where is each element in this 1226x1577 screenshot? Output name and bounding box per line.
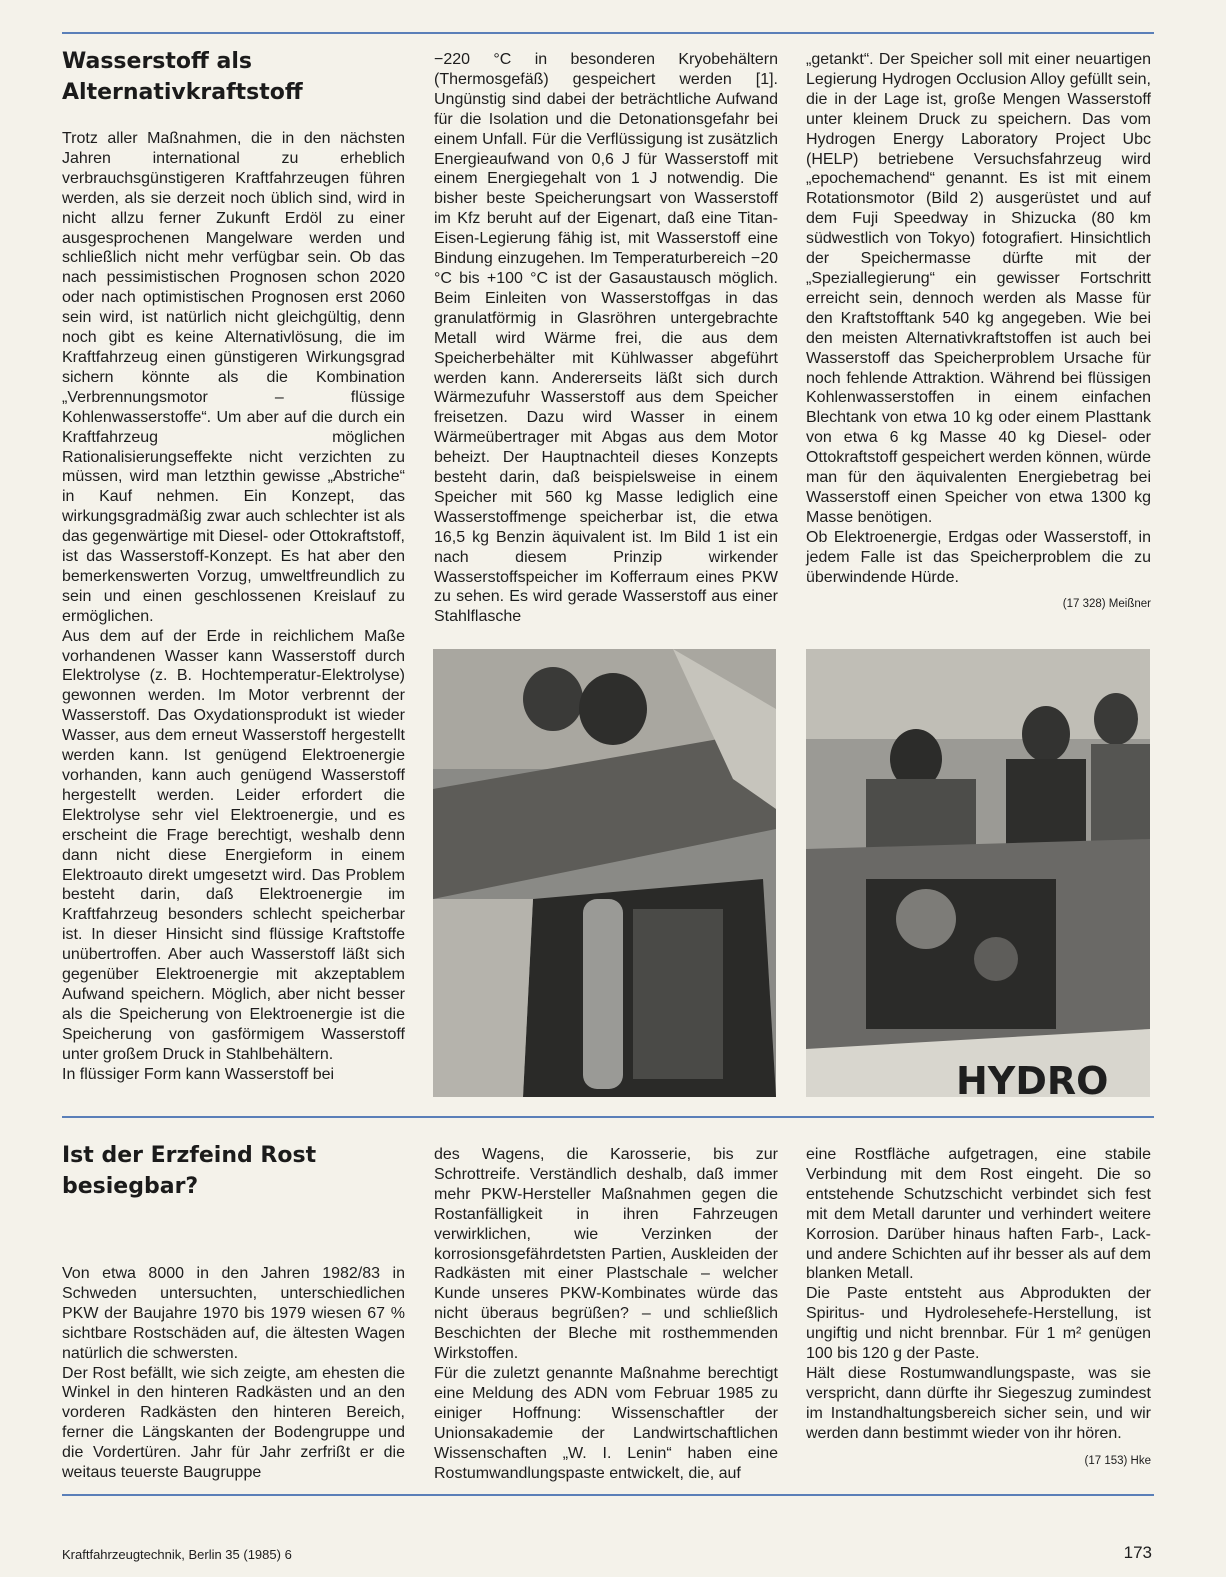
paragraph: Hält diese Rostumwandlungspaste, was sie verspricht, dann dürfte ihr Siegeszug zumindest im Instandhaltungsbereich sicher sein, und wir werden dann bestimmt wieder von ihr hören. xyxy=(806,1364,1151,1442)
article1-title xyxy=(62,46,303,108)
photo-trunk-hydrogen-storage xyxy=(433,649,776,1097)
article1-title-line1: Wasserstoff als xyxy=(62,49,252,74)
article2-column-1 xyxy=(62,1264,405,1483)
bottom-rule xyxy=(62,1494,1154,1496)
photo-hydrogen-car-engine xyxy=(806,649,1150,1097)
paragraph: Die Paste entsteht aus Abprodukten der Spiritus- und Hydrolesehefe-Herstellung, ist ungiftig und nicht brennbar. Für 1 m² genügen 100 bis 120 g der Paste. xyxy=(806,1285,1151,1363)
article2-title-line1: Ist der Erzfeind Rost xyxy=(62,1143,317,1168)
paragraph: eine Rostfläche aufgetragen, eine stabile Verbindung mit dem Rost eingeht. Die so entstehende Schutzschicht verbindet sich fest mit dem Metall darunter und verhindert weitere Korrosion. Darüber hinaus haften Farb-, Lack- und andere Schichten auf ihr besser als auf dem blanken Metall. xyxy=(806,1146,1151,1283)
paragraph: Trotz aller Maßnahmen, die in den nächsten Jahren international zu erheblich verbrauchsgünstigeren Kraftfahrzeugen führen werden, als sie derzeit noch üblich sind, wird in nicht allzu ferner Zukunft Erdöl zu einer ausgesprochenen Mangelware werden und schließlich nicht mehr verfügbar sein. Ob das nach pessimistischen Prognosen schon 2020 oder nach optimistischen Prognosen erst 2060 sein wird, ist natürlich nicht gleichgültig, denn noch gibt es keine Alternativlösung, die im Kraftfahrzeug einen günstigeren Wirkungsgrad sichern könnte als die Kombination „Verbrennungsmotor – flüssige Kohlenwasserstoffe“. Um aber auf die durch ein Kraftfahrzeug möglichen Rationalisierungseffekte nicht verzichten zu müssen, wird man letzthin gewisse „Abstriche“ in Kauf nehmen. Ein Konzept, das wirkungsgradmäßig zwar auch schlechter ist als das gegenwärtige mit Diesel- oder Ottokraftstoff, ist das Wasserstoff-Konzept. Es hat aber den bemerkenswerten Vorzug, umweltfreundlich zu sein und einen geschlossenen Kreislauf zu ermöglichen. xyxy=(62,130,405,625)
article2-title-line2: besiegbar? xyxy=(62,1174,199,1199)
paragraph: In flüssiger Form kann Wasserstoff bei xyxy=(62,1065,335,1083)
article2-signature: (17 153) Hke xyxy=(1084,1454,1151,1467)
car-lettering: HYDRO xyxy=(956,1059,1109,1097)
article1-signature: (17 328) Meißner xyxy=(1062,598,1151,611)
paragraph: Von etwa 8000 in den Jahren 1982/83 in Schweden untersuchten, unterschiedlichen PKW der Baujahre 1970 bis 1979 wiesen 67 % sichtbare Rostschäden auf, die ältesten Wagen natürlich die schwersten. xyxy=(62,1265,405,1362)
article2-title xyxy=(62,1140,316,1202)
page-number: 173 xyxy=(1123,1543,1152,1562)
paragraph: −220 °C in besonderen Kryobehältern (Thermosgefäß) gespeichert werden [1]. Ungünstig sind dabei der beträchtliche Aufwand für die Isolation und die Detonationsgefahr bei einem Unfall. Für die Verflüssigung ist zusätzlich Energieaufwand von 0,6 J für Wasserstoff mit einem Energiegehalt von 1 J notwendig. Die bisher beste Speicherungsart von Wasserstoff im Kfz beruht auf der Eigenart, daß eine Titan-Eisen-Legierung fähig ist, mit Wasserstoff eine Bindung einzugehen. Im Temperaturbereich −20 °C bis +100 °C ist der Gasaustausch möglich. Beim Einleiten von Wasserstoffgas in das granulatförmig in Glasröhren untergebrachte Metall wird Wärme frei, die aus dem Speicherbehälter mit Kühlwasser abgeführt werden kann. Andererseits läßt sich durch Wärmezufuhr Wasserstoff aus dem Speicher freisetzen. Dazu wird Wasser in einem Wärmeübertrager mit Abgas aus dem Motor beheizt. Der Hauptnachteil dieses Konzepts besteht darin, daß beispielsweise in einem Speicher mit 560 kg Masse lediglich eine Wasserstoffmenge speicherbar ist, die etwa 16,5 kg Benzin äquivalent ist. Im Bild 1 ist ein nach diesem Prinzip wirkender Wasserstoffspeicher im Kofferraum eines PKW zu sehen. Es wird gerade Wasserstoff aus einer Stahlflasche xyxy=(434,51,778,626)
top-rule xyxy=(62,32,1154,34)
article1-column-3 xyxy=(806,50,1151,615)
paragraph: des Wagens, die Karosserie, bis zur Schrottreife. Verständlich deshalb, daß immer mehr PKW-Hersteller Maßnahmen gegen die Rostanfälligkeit in ihren Fahrzeugen verwirklichen, wie Verzinken der korrosionsgefährdetsten Partien, Auskleiden der Radkästen mit einer Plastschale – welcher Kunde unseres PKW-Kombinates würde das nicht überaus begrüßen? – und schließlich Beschichten der Bleche mit rosthemmenden Wirkstoffen. xyxy=(434,1146,778,1363)
paragraph: Ob Elektroenergie, Erdgas oder Wasserstoff, in jedem Falle ist das Speicherproblem die zu überwindende Hürde. xyxy=(806,528,1151,586)
paragraph: Der Rost befällt, wie sich zeigte, am ehesten die Winkel in den hinteren Radkästen und an den vorderen Radkästen den hinteren Bereich, ferner die Längskanten der Bodengruppe und die Vordertüren. Jahr für Jahr zerfrißt er die weitaus teuerste Baugruppe xyxy=(62,1364,405,1482)
article1-column-2 xyxy=(434,50,778,627)
journal-footer: Kraftfahrzeugtechnik, Berlin 35 (1985) 6 xyxy=(62,1547,292,1562)
article2-column-3 xyxy=(806,1145,1151,1472)
article2-column-2 xyxy=(434,1145,778,1483)
paragraph: Aus dem auf der Erde in reichlichem Maße vorhandenen Wasser kann Wasserstoff durch Elektrolyse (z. B. Hochtemperatur-Elektrolyse) gewonnen werden. Im Motor verbrennt der Wasserstoff. Das Oxydationsprodukt ist wieder Wasser, aus dem erneut Wasserstoff hergestellt werden kann. Ist genügend Elektroenergie vorhanden, kann auch genügend Wasserstoff hergestellt werden. Leider erfordert die Elektrolyse sehr viel Elektroenergie, und es erscheint die Frage berechtigt, weshalb denn dann nicht diese Energieform in einem Elektroauto direkt umgesetzt wird. Das Problem besteht darin, daß Elektroenergie im Kraftfahrzeug besonders schlecht speicherbar ist. In dieser Hinsicht sind flüssige Kraftstoffe unübertroffen. Aber auch Wasserstoff läßt sich gegenüber Elektroenergie mit akzeptablem Aufwand speichern. Möglich, aber nicht besser als die Speicherung von Elektroenergie ist die Speicherung von gasförmigem Wasserstoff unter großem Druck in Stahlbehältern. xyxy=(62,627,405,1063)
paragraph: „getankt“. Der Speicher soll mit einer neuartigen Legierung Hydrogen Occlusion Alloy gefüllt sein, die in der Lage ist, große Mengen Wasserstoff unter kleinem Druck zu speichern. Das vom Hydrogen Energy Laboratory Project Ubc (HELP) betriebene Versuchsfahrzeug wird „epochemachend“ genannt. Es ist mit einem Rotationsmotor (Bild 2) ausgerüstet und auf dem Fuji Speedway in Shizucka (80 km südwestlich von Tokyo) fotografiert. Hinsichtlich der Speichermasse dürfte mit der „Speziallegierung“ ein gewisser Fortschritt erreicht sein, dennoch werden als Masse für den Kraftstofftank 540 kg angegeben. Wie bei den meisten Alternativkraftstoffen ist auch bei Wasserstoff das Speicherproblem Ursache für noch fehlende Attraktion. Während bei flüssigen Kohlenwasserstoffen in einem einfachen Blechtank von etwa 10 kg oder einem Plasttank von etwa 6 kg Masse 40 kg Diesel- oder Ottokraftstoff gespeichert werden können, würde man für den äquivalenten Energiebetrag bei Wasserstoff einen Speicher von etwa 1300 kg Masse benötigen. xyxy=(806,51,1151,526)
article1-title-line2: Alternativkraftstoff xyxy=(62,80,303,105)
article1-column-1 xyxy=(62,129,405,1085)
section-divider xyxy=(62,1116,1154,1118)
paragraph: Für die zuletzt genannte Maßnahme berechtigt eine Meldung des ADN vom Februar 1985 zu einiger Hoffnung: Wissenschaftler der Unionsakademie der Landwirtschaftlichen Wissenschaften „W. I. Lenin“ haben eine Rostumwandlungspaste entwickelt, die, auf xyxy=(434,1364,778,1482)
